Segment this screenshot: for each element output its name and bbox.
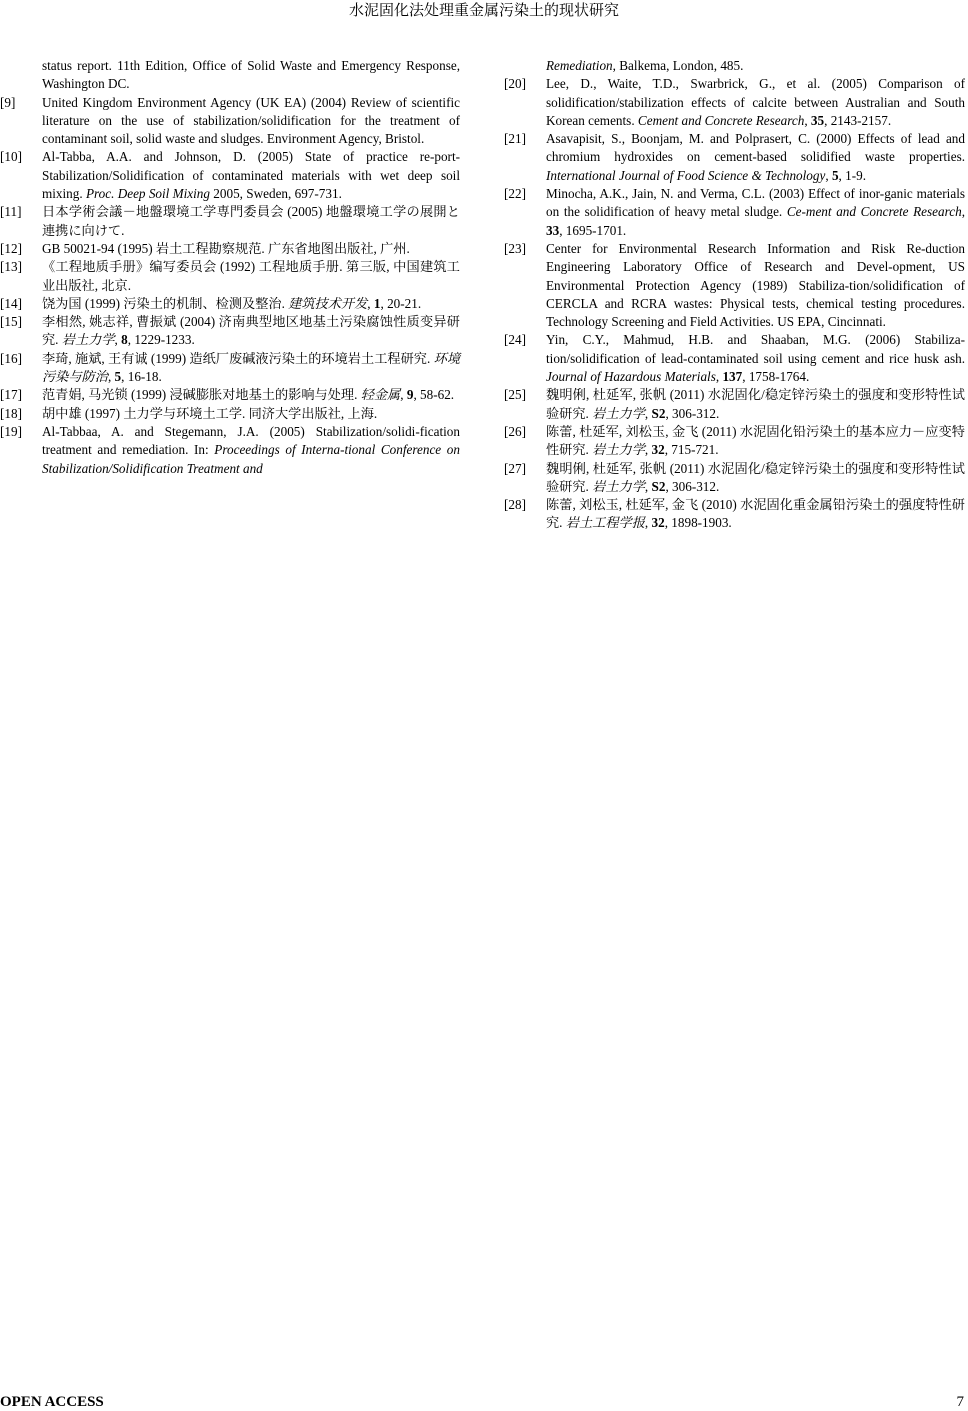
reference-journal: 岩土力学 xyxy=(592,442,645,458)
reference-pages: , 1229-1233. xyxy=(127,332,195,348)
reference-journal: Proceedings of Interna-tional Conference on Stabilization/Solidification Treatment and xyxy=(42,442,460,476)
reference-item xyxy=(0,240,460,258)
reference-volume: 33 xyxy=(546,222,560,238)
reference-volume: 8 xyxy=(121,332,128,348)
reference-text: 李琦, 施斌, 王有诚 (1999) 造纸厂废碱液污染土的环境岩土工程研究. xyxy=(42,350,434,366)
reference-item: [27] 魏明俐, 杜延军, 张帆 (2011) 水泥固化/稳定锌污染土的强度和变形特性试验研究. 岩土力学, S2, 306-312. xyxy=(504,460,965,494)
reference-text: Center for Environmental Research Information and Risk Re-duction Engineering Laboratory Office of Research and Devel-opment, US Environmental Protection Agency (1989) Stabiliza-tion/solidification of CERCLA and RCRA wastes: Physical tests, chemical testing procedures. Technology Screening and Field Activities. US EPA, Cincinnati. xyxy=(546,240,965,330)
reference-volume: 1 xyxy=(373,295,381,311)
reference-pages: , 2143-2157. xyxy=(824,112,892,128)
reference-journal: 岩土力学 xyxy=(592,405,645,421)
reference-volume: 5 xyxy=(114,369,122,385)
reference-number: [21] xyxy=(504,131,526,147)
reference-text: 陈蕾, 刘松玉, 杜延军, 金飞 (2010) 水泥固化重金属铅污染土的强度特性研究. xyxy=(546,497,965,531)
reference-item: [16] 李琦, 施斌, 王有诚 (1999) 造纸厂废碱液污染土的环境岩土工程研究. 环境污染与防治, 5, 16-18. xyxy=(0,350,461,385)
reference-number: [23] xyxy=(504,240,526,256)
reference-number: [28] xyxy=(504,497,526,513)
reference-text: 日本学術会議－地盤環境工学専門委員会 (2005) 地盤環境工学の展開と連携に向けて. xyxy=(42,204,460,238)
reference-journal: International Journal of Food Science & Technology xyxy=(546,167,826,183)
reference-number: [19] xyxy=(0,423,22,439)
reference-number: [15] xyxy=(0,314,22,330)
reference-item xyxy=(504,240,965,331)
reference-journal: 岩土工程学报 xyxy=(565,515,645,531)
reference-volume: 137 xyxy=(722,369,743,385)
continuation-italic: Remediation xyxy=(546,58,613,73)
reference-number: [24] xyxy=(504,332,526,348)
reference-text: Minocha, A.K., Jain, N. and Verma, C.L. (2003) Effect of inor-ganic materials on the solidification of heavy metal sludge. xyxy=(546,186,965,220)
reference-volume: 9 xyxy=(406,387,414,403)
reference-number: [20] xyxy=(504,76,526,92)
reference-continuation: status report. 11th Edition, Office of Solid Waste and Emergency Response, Washington DC. xyxy=(42,58,460,92)
reference-volume: S2 xyxy=(651,405,666,421)
reference-text: Al-Tabba, A.A. and Johnson, D. (2005) State of practice re-port-Stabilization/Solidification of contaminated materials with wet deep soil mixing. xyxy=(42,149,460,202)
reference-text: Lee, D., Waite, T.D., Swarbrick, G., et al. (2005) Comparison of solidification/stabilization effects of calcite between Australian and South Korean cements. xyxy=(546,76,965,128)
reference-pages: , 1898-1903. xyxy=(664,515,732,531)
reference-item xyxy=(0,148,460,203)
reference-journal: Cement and Concrete Research xyxy=(637,112,805,128)
reference-pages: , 58-62. xyxy=(413,387,455,403)
reference-journal: 建筑技术开发 xyxy=(288,295,368,311)
reference-pages: , 306-312. xyxy=(665,405,720,421)
reference-text: United Kingdom Environment Agency (UK EA) (2004) Review of scientific literature on the use of stabilization/solidification for the treatment of contaminant soil, solid waste and sludges. Environment Agency, Bristol. xyxy=(42,94,460,147)
left-column xyxy=(0,57,460,478)
reference-text: 魏明俐, 杜延军, 张帆 (2011) 水泥固化/稳定锌污染土的强度和变形特性试验研究. xyxy=(546,387,965,421)
reference-number: [14] xyxy=(0,295,22,311)
reference-number: [25] xyxy=(504,387,526,403)
reference-pages: , 1-9. xyxy=(838,167,867,183)
reference-pages: , 1695-1701. xyxy=(559,222,627,238)
reference-item: [14] 饶为国 (1999) 污染土的机制、检测及整治. 建筑技术开发, 1, 20-21. xyxy=(0,295,460,313)
reference-item xyxy=(0,423,460,478)
reference-item xyxy=(0,405,460,423)
reference-text: 陈蕾, 杜延军, 刘松玉, 金飞 (2011) 水泥固化铅污染土的基本应力－应变特性研究. xyxy=(546,423,965,458)
reference-number: [17] xyxy=(0,387,22,403)
reference-item: [20] Lee, D., Waite, T.D., Swarbrick, G., et al. (2005) Comparison of solidification/stabilization effects of calcite between Australian and South Korean cements. Cement and Concrete Research, 35, 2143-2157. xyxy=(504,76,965,128)
reference-journal: 岩土力学 xyxy=(592,478,645,494)
reference-item xyxy=(0,258,460,295)
reference-item: [22] Minocha, A.K., Jain, N. and Verma, C.L. (2003) Effect of inor-ganic materials on the solidification of heavy metal sludge. Ce-ment and Concrete Research, 33, 1695-1701. xyxy=(504,186,965,238)
reference-text: 李相然, 姚志祥, 曹振斌 (2004) 济南典型地区地基土污染腐蚀性质变异研究. xyxy=(42,314,460,348)
reference-item: [26] 陈蕾, 杜延军, 刘松玉, 金飞 (2011) 水泥固化铅污染土的基本应力－应变特性研究. 岩土力学, 32, 715-721. xyxy=(504,423,965,458)
reference-text: Al-Tabbaa, A. and Stegemann, J.A. (2005) Stabilization/solidi-fication treatment and remediation. In: xyxy=(42,423,460,458)
reference-volume: 32 xyxy=(651,442,665,458)
reference-journal: 环境污染与防治 xyxy=(42,350,461,385)
reference-item: [28] 陈蕾, 刘松玉, 杜延军, 金飞 (2010) 水泥固化重金属铅污染土的强度特性研究. 岩土工程学报, 32, 1898-1903. xyxy=(504,497,965,531)
reference-volume: S2 xyxy=(651,478,666,494)
reference-item: [21] Asavapisit, S., Boonjam, M. and Polprasert, C. (2000) Effects of lead and chromium hydroxides on cement-based solidified waste properties. International Journal of Food Science & Technology, 5, 1-9. xyxy=(504,131,965,183)
reference-number: [12] xyxy=(0,240,22,256)
reference-item xyxy=(0,203,460,240)
reference-text: GB 50021-94 (1995) 岩土工程勘察规范. 广东省地图出版社, 广州. xyxy=(42,240,410,256)
reference-pages: , 306-312. xyxy=(665,478,720,494)
reference-number: [13] xyxy=(0,259,22,275)
reference-volume: 5 xyxy=(831,167,839,183)
reference-number: [27] xyxy=(504,460,526,476)
left-reference-list xyxy=(0,94,460,478)
reference-number: [11] xyxy=(0,204,22,220)
reference-item: [17] 范青娟, 马光锁 (1999) 浸碱膨胀对地基土的影响与处理. 轻金属, 9, 58-62. xyxy=(0,386,460,404)
reference-item: [15] 李相然, 姚志祥, 曹振斌 (2004) 济南典型地区地基土污染腐蚀性质变异研究. 岩土力学, 8, 1229-1233. xyxy=(0,314,460,348)
reference-text: Yin, C.Y., Mahmud, H.B. and Shaaban, M.G. (2006) Stabiliza-tion/solidification of lead-contaminated soil using cement and rice husk ash. xyxy=(546,332,965,366)
reference-number: [26] xyxy=(504,423,526,439)
reference-pages: , 20-21. xyxy=(380,295,422,311)
page-number: 7 xyxy=(956,1394,964,1410)
reference-volume: 35 xyxy=(810,112,825,128)
reference-journal: Ce-ment and Concrete Research xyxy=(786,204,962,220)
reference-number: [16] xyxy=(0,350,22,366)
reference-pages: , 715-721. xyxy=(664,442,719,458)
reference-text: Asavapisit, S., Boonjam, M. and Polprasert, C. (2000) Effects of lead and chromium hydroxides on cement-based solidified waste properties. xyxy=(546,131,965,165)
right-column xyxy=(504,57,965,533)
running-header: 水泥固化法处理重金属污染土的现状研究 xyxy=(348,3,619,19)
reference-item xyxy=(0,94,460,149)
reference-continuation xyxy=(504,57,965,75)
reference-number: [10] xyxy=(0,149,22,165)
reference-text: 胡中雄 (1997) 土力学与环境土工学. 同济大学出版社, 上海. xyxy=(42,405,378,421)
reference-text: 范青娟, 马光锁 (1999) 浸碱膨胀对地基土的影响与处理. xyxy=(42,387,361,403)
reference-item: [24] Yin, C.Y., Mahmud, H.B. and Shaaban, M.G. (2006) Stabiliza-tion/solidification of lead-contaminated soil using cement and rice husk ash. Journal of Hazardous Materials, 137, 1758-1764. xyxy=(504,332,965,385)
reference-volume: 32 xyxy=(651,515,665,531)
reference-number: [9] xyxy=(0,94,16,110)
reference-pages: , 1758-1764. xyxy=(742,369,810,385)
continuation-rest: , Balkema, London, 485. xyxy=(612,58,744,73)
reference-pages: , 16-18. xyxy=(121,369,162,385)
reference-text: 魏明俐, 杜延军, 张帆 (2011) 水泥固化/稳定锌污染土的强度和变形特性试验研究. xyxy=(546,460,965,494)
reference-journal: 岩土力学 xyxy=(61,332,115,348)
reference-number: [22] xyxy=(504,186,526,202)
reference-pages: 2005, Sweden, 697-731. xyxy=(210,186,342,202)
reference-number: [18] xyxy=(0,405,22,421)
reference-text: 饶为国 (1999) 污染土的机制、检测及整治. xyxy=(42,295,289,311)
reference-journal: Proc. Deep Soil Mixing xyxy=(85,186,210,202)
right-reference-list xyxy=(504,75,965,532)
reference-journal: 轻金属 xyxy=(360,387,401,403)
footer-open-access: OPEN ACCESS xyxy=(0,1394,104,1410)
reference-item: [25] 魏明俐, 杜延军, 张帆 (2011) 水泥固化/稳定锌污染土的强度和变形特性试验研究. 岩土力学, S2, 306-312. xyxy=(504,387,965,421)
reference-journal: Journal of Hazardous Materials xyxy=(546,369,716,385)
reference-text: 《工程地质手册》编写委员会 (1992) 工程地质手册. 第三版, 中国建筑工业出版社, 北京. xyxy=(42,259,460,293)
